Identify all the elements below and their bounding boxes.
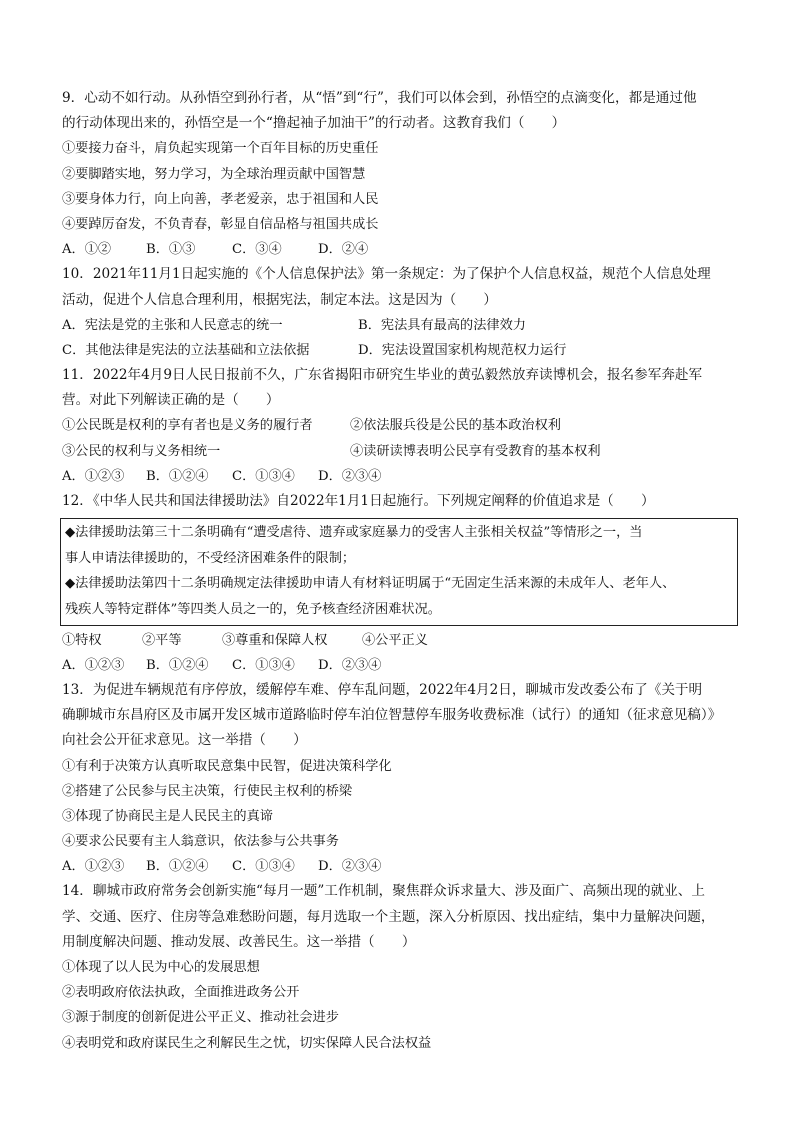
statement-item: ④读研读博表明公民享有受教育的基本权利	[350, 443, 601, 459]
question-stem: 9．心动不如行动。从孙悟空到孙行者，从“悟”到“行”，我们可以体会到，孙悟空的点滴变化，都是通过他	[62, 90, 697, 106]
material-box	[60, 518, 738, 625]
question-14	[62, 879, 742, 1055]
question-stem: 13．为促进车辆规范有序停放，缓解停车难、停车乱问题，2022年4月2日，聊城市发改委公布了《关于明	[62, 681, 703, 698]
answer-options	[62, 854, 742, 879]
question-stem: 活动，促进个人信息合理利用，根据宪法，制定本法。这是因为（ ）	[62, 291, 497, 308]
option-b: B．①②④	[146, 657, 209, 673]
question-stem: 14．聊城市政府常务会创新实施“每月一题”工作机制，聚焦群众诉求量大、涉及面广、高频出现的就业、上	[62, 883, 705, 900]
answer-options	[62, 338, 742, 363]
option-b: B．①②④	[146, 859, 209, 875]
answer-options	[62, 313, 742, 338]
material-line: 残疾人等特定群体”等四类人员之一的，免予核查经济困难状况。	[65, 601, 441, 617]
question-stem: 学、交通、医疗、住房等急难愁盼问题，每月选取一个主题，深入分析原因、找出症结，集中力量解决问题，	[62, 908, 715, 925]
statement-item: ②平等	[142, 632, 182, 648]
statement-item: ④要踔厉奋发，不负青春，彰显自信品格与祖国共成长	[62, 216, 379, 232]
option-c: C．①③④	[232, 468, 295, 484]
question-stem: 11．2022年4月9日人民日报前不久，广东省揭阳市研究生毕业的黄弘毅然放弃读博机会，报名参军奔赴军	[62, 367, 703, 384]
statement-item: ③源于制度的创新促进公平正义、推动社会进步	[62, 1010, 339, 1026]
option-a: A．①②	[62, 242, 112, 258]
question-stem: 向社会公开征求意见。这一举措（ ）	[62, 732, 307, 749]
question-11	[62, 363, 742, 489]
option-c: C．③④	[232, 242, 282, 258]
option-c: C．其他法律是宪法的立法基础和立法依据	[62, 342, 310, 358]
statement-row	[62, 439, 742, 464]
option-c: C．①③④	[232, 859, 295, 875]
option-c: C．①③④	[232, 657, 295, 673]
statement-item: ③要身体力行，向上向善，孝老爱亲，忠于祖国和人民	[62, 191, 379, 207]
option-a: A．宪法是党的主张和人民意志的统一	[62, 317, 283, 333]
statement-item: ①有利于决策方认真听取民意集中民智，促进决策科学化	[62, 758, 392, 774]
option-d: D．②③④	[318, 468, 382, 484]
statement-item: ③尊重和保障人权	[222, 632, 328, 648]
question-stem: 用制度解决问题、推动发展、改善民生。这一举措（ ）	[62, 933, 416, 950]
statement-row	[62, 628, 742, 653]
material-line: 事人申请法律援助的，不受经济困难条件的限制；	[65, 550, 356, 566]
statement-row	[62, 413, 742, 438]
material-line: ◆法律援助法第四十二条明确规定法律援助申请人有材料证明属于“无固定生活来源的未成年人、老年人、	[65, 576, 676, 592]
option-d: D．②③④	[318, 859, 382, 875]
statement-item: ①公民既是权利的享有者也是义务的履行者	[62, 418, 313, 434]
statement-item: ④表明党和政府谋民生之利解民生之忧，切实保障人民合法权益	[62, 1035, 432, 1051]
material-line: ◆法律援助法第三十二条明确有“遭受虐待、遗弃或家庭暴力的受害人主张相关权益”等情形之一，当	[65, 525, 643, 541]
answer-options	[62, 464, 742, 489]
question-stem: 营。对此下列解读正确的是（ ）	[62, 392, 280, 409]
statement-item: ②要脚踏实地，努力学习，为全球治理贡献中国智慧	[62, 166, 366, 182]
option-b: B．①②④	[146, 468, 209, 484]
question-10	[62, 262, 742, 363]
statement-item: ②表明政府依法执政，全面推进政务公开	[62, 985, 300, 1001]
option-a: A．①②③	[62, 657, 125, 673]
statement-item: ②依法服兵役是公民的基本政治权利	[350, 418, 561, 434]
statement-item: ①体现了以人民为中心的发展思想	[62, 960, 260, 975]
question-stem: 确聊城市东昌府区及市属开发区城市道路临时停车泊位智慧停车服务收费标准（试行）的通知（征求意见稿）》	[62, 707, 722, 724]
option-a: A．①②③	[62, 859, 125, 875]
question-9	[62, 86, 742, 262]
statement-item: ①特权	[62, 632, 102, 648]
option-d: D．②④	[318, 242, 369, 258]
exam-page	[62, 86, 742, 1056]
question-stem: 的行动体现出来的，孙悟空是一个“撸起袖子加油干”的行动者。这教育我们（ ）	[62, 115, 566, 132]
statement-item: ④要求公民要有主人翁意识，依法参与公共事务	[62, 834, 339, 850]
question-13	[62, 678, 742, 880]
statement-item: ③体现了协商民主是人民民主的真谛	[62, 808, 273, 824]
option-b: B．①③	[146, 242, 196, 258]
option-b: B．宪法具有最高的法律效力	[358, 317, 526, 333]
option-d: D．②③④	[318, 657, 382, 673]
question-stem: 10．2021年11月1日起实施的《个人信息保护法》第一条规定：为了保护个人信息权益，规范个人信息处理	[62, 266, 711, 283]
question-12	[62, 489, 742, 678]
question-stem: 12．《中华人民共和国法律援助法》自2022年1月1日起施行。下列规定阐释的价值追求是（ ）	[62, 493, 655, 509]
statement-item: ④公平正义	[362, 632, 428, 648]
statement-item: ①要接力奋斗，肩负起实现第一个百年目标的历史重任	[62, 141, 379, 157]
statement-item: ②搭建了公民参与民主决策，行使民主权利的桥梁	[62, 783, 353, 799]
answer-options	[62, 653, 742, 678]
option-a: A．①②③	[62, 468, 125, 484]
statement-item: ③公民的权利与义务相统一	[62, 443, 221, 459]
option-d: D．宪法设置国家机构规范权力运行	[358, 342, 567, 358]
answer-options	[62, 237, 742, 262]
